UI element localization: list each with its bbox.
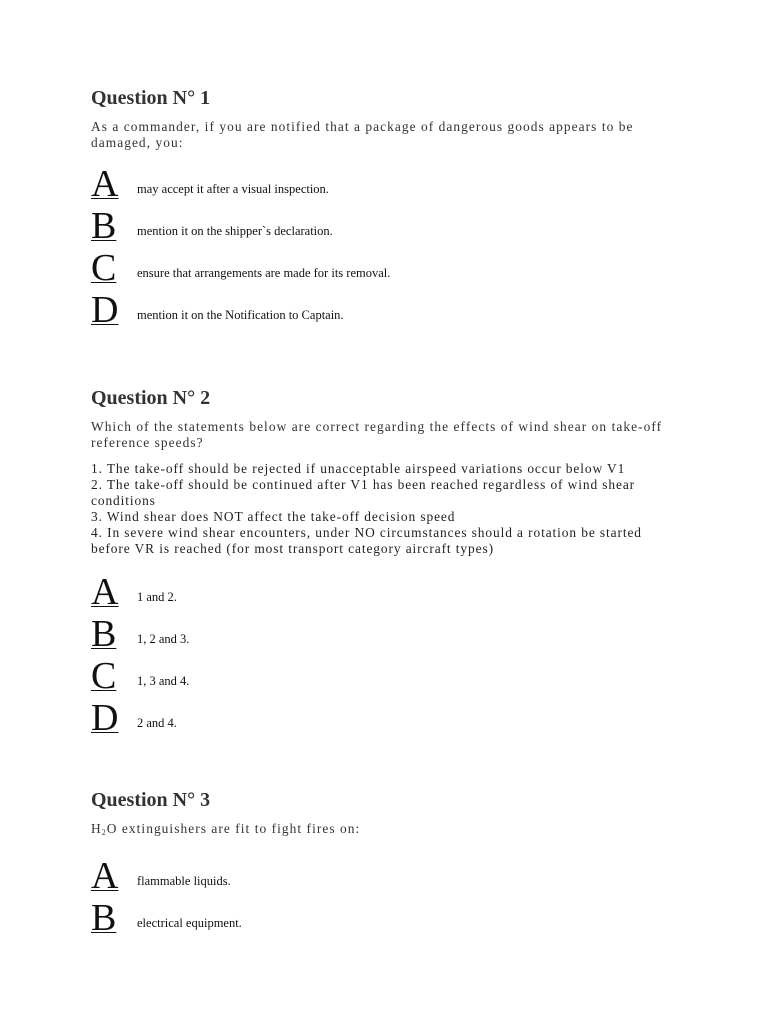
option-letter: A [91, 571, 119, 613]
question-title [91, 788, 681, 812]
answer-option-d[interactable] [91, 291, 681, 333]
option-letter: B [91, 205, 117, 247]
answer-option-a[interactable] [91, 857, 681, 899]
option-text: 2 and 4. [137, 716, 177, 730]
question-1 [91, 86, 681, 333]
option-text: flammable liquids. [137, 874, 231, 888]
question-title-prefix: Question N° [91, 789, 196, 811]
option-letter: B [91, 897, 117, 939]
statement-item: 3. Wind shear does NOT affect the take-off decision speed [91, 509, 456, 524]
answer-option-d[interactable] [91, 699, 681, 741]
question-number: 3 [200, 789, 211, 811]
question-3 [91, 788, 681, 941]
answer-option-c[interactable] [91, 657, 681, 699]
question-text-pre: H [91, 821, 102, 836]
question-text [91, 821, 681, 841]
option-letter: A [91, 163, 119, 205]
statement-item: 2. The take-off should be continued after V1 has been reached regardless of wind shear conditions [91, 477, 636, 508]
option-letter: A [91, 855, 119, 897]
option-letter: B [91, 613, 117, 655]
question-text: Which of the statements below are correct regarding the effects of wind shear on take-off reference speeds? [91, 419, 663, 450]
option-text: ensure that arrangements are made for its removal. [137, 266, 391, 280]
option-letter: D [91, 289, 119, 331]
answer-option-b[interactable] [91, 615, 681, 657]
statement-list [91, 461, 681, 557]
answer-options [91, 857, 681, 941]
question-title-prefix: Question N° [91, 87, 196, 109]
answer-option-b[interactable] [91, 207, 681, 249]
statement-item: 1. The take-off should be rejected if unacceptable airspeed variations occur below V1 [91, 461, 626, 476]
option-text: 1, 2 and 3. [137, 632, 190, 646]
question-number: 1 [200, 87, 211, 109]
question-text-post: O extinguishers are fit to fight fires on: [106, 821, 361, 836]
answer-option-a[interactable] [91, 573, 681, 615]
answer-options [91, 165, 681, 333]
statement-item: 4. In severe wind shear encounters, under NO circumstances should a rotation be started before VR is reached (for most transport category aircraft types) [91, 525, 642, 556]
option-text: mention it on the shipper`s declaration. [137, 224, 333, 238]
question-title [91, 86, 681, 110]
option-letter: D [91, 697, 119, 739]
option-text: 1, 3 and 4. [137, 674, 190, 688]
question-2 [91, 386, 681, 741]
option-text: may accept it after a visual inspection. [137, 182, 329, 196]
question-text: As a commander, if you are notified that a package of dangerous goods appears to be damaged, you: [91, 119, 634, 150]
question-title-prefix: Question N° [91, 387, 196, 409]
answer-option-b[interactable] [91, 899, 681, 941]
answer-option-a[interactable] [91, 165, 681, 207]
subscript: 2 [101, 828, 107, 837]
question-number: 2 [200, 387, 211, 409]
option-text: electrical equipment. [137, 916, 242, 930]
answer-options [91, 573, 681, 741]
option-text: mention it on the Notification to Captain. [137, 308, 344, 322]
question-title [91, 386, 681, 410]
option-letter: C [91, 247, 117, 289]
option-letter: C [91, 655, 117, 697]
answer-option-c[interactable] [91, 249, 681, 291]
option-text: 1 and 2. [137, 590, 177, 604]
